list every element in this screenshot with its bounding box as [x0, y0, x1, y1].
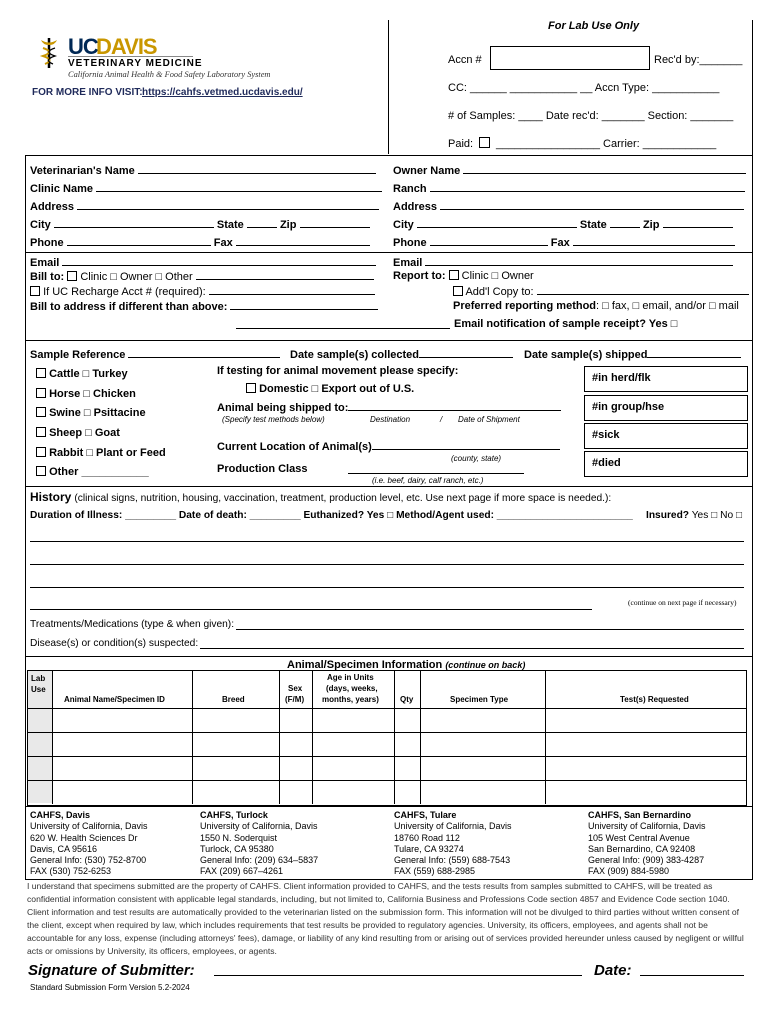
report-to-text: Report to:	[393, 270, 446, 282]
addl-copy-text: Add'l Copy to:	[465, 286, 534, 298]
owner-name-label	[393, 164, 746, 177]
bill-to-line[interactable]	[30, 270, 374, 283]
history-line-3[interactable]	[30, 587, 744, 588]
accn-field[interactable]	[490, 46, 650, 70]
col-4	[312, 670, 313, 804]
row-rule-1	[27, 708, 747, 709]
date-collected-text: Date sample(s) collected	[290, 349, 419, 361]
locations-rule-top	[25, 806, 753, 807]
bill-options: Clinic □ Owner □ Other	[80, 271, 193, 283]
location-sb-name: CAHFS, San Bernardino	[588, 810, 692, 820]
section-rule-top	[25, 155, 753, 156]
vet-address-label	[30, 200, 379, 213]
logo-divider	[68, 56, 193, 57]
domestic-export-text: Domestic □ Export out of U.S.	[259, 383, 415, 395]
hdr-specimen-type: Specimen Type	[450, 695, 509, 704]
logo-vetmed: VETERINARY MEDICINE	[68, 58, 203, 69]
signature-label: Signature of Submitter:	[28, 962, 195, 979]
insured-line[interactable]: Insured? Yes □ No □	[646, 510, 743, 521]
location-sb-l1: University of California, Davis	[588, 821, 706, 832]
diseases-underline[interactable]	[200, 648, 744, 649]
hdr-age-3: months, years)	[322, 695, 379, 704]
history-line-4[interactable]	[30, 609, 592, 610]
report-clinic-checkbox[interactable]	[449, 270, 459, 280]
owner-name-text: Owner Name	[393, 165, 461, 177]
species-horse-text: Horse □ Chicken	[49, 388, 136, 400]
paid-label: Paid:	[448, 138, 474, 150]
recd-by-label[interactable]: Rec'd by:_______	[654, 54, 743, 66]
owner-address-text: Address	[393, 201, 438, 213]
table-title-note: (continue on back)	[445, 660, 526, 670]
location-davis-l2: 620 W. Health Sciences Dr	[30, 832, 138, 843]
species-rabbit-text: Rabbit □ Plant or Feed	[49, 447, 166, 459]
vet-rule	[25, 252, 753, 253]
history-line-1[interactable]	[30, 541, 744, 542]
date-collected	[290, 348, 513, 361]
section-rule-2	[25, 340, 753, 341]
col-5	[394, 670, 395, 804]
species-cattle-text: Cattle □ Turkey	[49, 368, 128, 380]
vet-address-text: Address	[30, 201, 75, 213]
clinic-name-text: Clinic Name	[30, 183, 93, 195]
continue-note: (continue on next page if necessary)	[628, 598, 737, 607]
domestic-export[interactable]	[246, 383, 414, 395]
col-1	[52, 670, 53, 804]
frame-right	[752, 20, 753, 880]
current-location	[217, 440, 560, 453]
location-davis-l5: FAX (530) 752-6253	[30, 866, 112, 877]
location-sb-l2: 105 West Central Avenue	[588, 832, 690, 843]
owner-email-label	[393, 256, 733, 269]
pref-method-line[interactable]	[453, 300, 739, 312]
cc-accn-type[interactable]: CC: ______ ___________ __ Accn Type: ___________	[448, 82, 720, 94]
vet-state-text: State	[216, 219, 244, 231]
count-group-label: #in group/hse	[592, 401, 665, 413]
recharge-checkbox[interactable]	[30, 286, 40, 296]
owner-fax-text: Fax	[550, 237, 570, 249]
owner-phone-label	[393, 236, 735, 249]
form-version: Standard Submission Form Version 5.2-2024	[30, 983, 190, 992]
location-turlock-l4: General Info: (209) 634–5837	[200, 855, 319, 866]
hdr-qty: Qty	[400, 695, 414, 704]
date-shipment-label: Date of Shipment	[458, 415, 520, 424]
location-sb-l5: FAX (909) 884-5980	[588, 866, 670, 877]
species-other[interactable]	[36, 466, 149, 478]
date-line[interactable]	[640, 975, 744, 976]
location-turlock-l1: University of California, Davis	[200, 821, 318, 832]
location-tulare-l3: Tulare, CA 93274	[394, 843, 464, 854]
section-rule-4	[25, 656, 753, 657]
owner-email-text: Email	[393, 257, 423, 269]
ranch-text: Ranch	[393, 183, 427, 195]
location-davis-l4: General Info: (530) 752-8700	[30, 855, 147, 866]
location-davis-name: CAHFS, Davis	[30, 810, 91, 820]
vet-phone-label	[30, 236, 370, 249]
location-tulare-l5: FAX (559) 688-2985	[394, 866, 476, 877]
report-to-line[interactable]	[393, 270, 534, 282]
treatments-line[interactable]	[30, 619, 234, 630]
count-herd-label: #in herd/flk	[592, 372, 651, 384]
paid-checkbox[interactable]	[479, 137, 490, 150]
sample-reference-text: Sample Reference	[30, 349, 126, 361]
hdr-breed: Breed	[222, 695, 245, 704]
col-2	[192, 670, 193, 804]
hdr-lab-use-1: Lab	[31, 674, 46, 683]
count-died-label: #died	[592, 457, 621, 469]
history-heading	[30, 490, 611, 504]
bill-diff-text: Bill to address if different than above:	[30, 301, 228, 313]
report-options: Clinic □ Owner	[461, 270, 534, 282]
shipped-to	[217, 401, 561, 414]
location-davis	[30, 810, 148, 878]
date-label: Date:	[594, 962, 632, 979]
treatments-underline[interactable]	[236, 629, 744, 630]
location-tulare-name: CAHFS, Tulare	[394, 810, 457, 820]
vet-fax-text: Fax	[213, 237, 233, 249]
hdr-age-1: Age in Units	[327, 673, 374, 682]
species-horse[interactable]	[36, 388, 136, 400]
owner-address-label	[393, 200, 744, 213]
diseases-line[interactable]	[30, 638, 198, 649]
owner-zip-text: Zip	[642, 219, 660, 231]
species-sheep-text: Sheep □ Goat	[49, 427, 120, 439]
owner-city-text: City	[393, 219, 414, 231]
vet-name-text: Veterinarian's Name	[30, 165, 135, 177]
col-7	[545, 670, 546, 804]
location-tulare	[394, 810, 512, 878]
species-other-text: Other ___________	[49, 466, 149, 478]
destination-label: Destination	[370, 415, 411, 424]
production-class-line[interactable]	[348, 473, 524, 474]
bill-to-text: Bill to:	[30, 271, 65, 283]
signature-line[interactable]	[214, 975, 582, 976]
duration-line[interactable]: Duration of Illness: _________ Date of death: _________ Euthanized? Yes □ Method/Agent used: ________________________	[30, 510, 633, 521]
diseases-text: Disease(s) or condition(s) suspected:	[30, 638, 199, 649]
slash-label: /	[440, 415, 443, 424]
row-rule-2	[27, 732, 747, 733]
vet-name-label	[30, 164, 376, 177]
ranch-label	[393, 182, 745, 195]
species-swine[interactable]	[36, 407, 146, 419]
vet-email-label	[30, 256, 376, 269]
species-swine-text: Swine □ Psittacine	[49, 407, 146, 419]
vet-zip-text: Zip	[279, 219, 297, 231]
location-davis-l3: Davis, CA 95616	[30, 843, 98, 854]
specify-methods: (Specify test methods below)	[222, 415, 325, 424]
caduceus-icon	[37, 36, 61, 70]
hdr-tests-requested: Test(s) Requested	[620, 695, 689, 704]
bill-clinic-checkbox[interactable]	[67, 271, 77, 281]
ucdavis-logo	[37, 36, 61, 73]
pref-method-text: Preferred reporting method	[453, 300, 597, 312]
location-turlock-l3: Turlock, CA 95380	[200, 843, 274, 854]
history-label: History	[30, 490, 72, 504]
location-san-bernardino	[588, 810, 706, 878]
paid-carrier-line[interactable]: _________________ Carrier: ____________	[496, 138, 717, 150]
logo-davis: DAVIS	[96, 34, 157, 59]
history-line-2[interactable]	[30, 564, 744, 565]
production-eg: (i.e. beef, dairy, calf ranch, etc.)	[372, 476, 484, 485]
pref-method-options: : □ fax, □ email, and/or □ mail	[596, 300, 739, 312]
owner-state-text: State	[579, 219, 607, 231]
section-rule-3	[25, 486, 753, 487]
location-davis-l1: University of California, Davis	[30, 821, 148, 832]
date-shipped	[524, 348, 741, 361]
recharge-line[interactable]	[30, 285, 375, 298]
vet-city-label	[30, 218, 370, 231]
location-sb-l4: General Info: (909) 383-4287	[588, 855, 705, 866]
location-turlock	[200, 810, 318, 878]
logo-uc: UC	[68, 34, 98, 59]
lab-use-title: For Lab Use Only	[548, 20, 640, 32]
location-tulare-l4: General Info: (559) 688-7543	[394, 855, 511, 866]
location-turlock-l2: 1550 N. Soderquist	[200, 832, 278, 843]
bill-diff-line2[interactable]	[236, 328, 450, 329]
bill-diff-line[interactable]	[30, 300, 378, 313]
recharge-text: If UC Recharge Acct # (required):	[43, 286, 206, 298]
location-turlock-name: CAHFS, Turlock	[200, 810, 268, 820]
species-cattle[interactable]	[36, 368, 128, 380]
accn-label: Accn #	[448, 54, 482, 66]
location-tulare-l2: 18760 Road 112	[394, 832, 460, 843]
shipped-to-text: Animal being shipped to:	[217, 402, 349, 414]
info-label: FOR MORE INFO VISIT:	[32, 87, 143, 98]
hdr-animal-name: Animal Name/Specimen ID	[64, 695, 165, 704]
samples-line[interactable]: # of Samples: ____ Date rec'd: _______ Section: _______	[448, 110, 734, 122]
col-3	[279, 670, 280, 804]
vet-phone-text: Phone	[30, 237, 64, 249]
county-state-label: (county, state)	[451, 454, 502, 463]
legal-disclaimer: I understand that specimens submitted are the property of CAHFS. Client information provided to CAHFS, and the tests results from samples submitted to CAHFS, will be treated as confidential information consistent with applicable legal standards, including, but not limited to, California Business and Professions Code section 4857 and Evidence Code section 1040. Client information and test results are automatically provided to the veterinarian listed on the submission form. This information will not be divulged to third parties without written consent of the client, except when required by law, which includes requirements that test results be provided to regulatory agencies. University, its officers, employees, and agents shall not be accountable for any loss, expense (including attorneys' fees), damage, or liability of any kind resulting from or arising out of services provided hereunder unless caused by negligent or willful acts or omissions by University, its officers, employees, or agents.	[27, 881, 744, 956]
species-sheep[interactable]	[36, 427, 120, 439]
info-url[interactable]: https://cahfs.vetmed.ucdavis.edu/	[142, 87, 303, 98]
location-tulare-l1: University of California, Davis	[394, 821, 512, 832]
vet-city-text: City	[30, 219, 51, 231]
addl-copy-line[interactable]	[453, 285, 749, 298]
history-desc: (clinical signs, nutrition, housing, vaccination, treatment, production level, etc. Use next page if more space is needed.):	[74, 493, 612, 504]
logo-subtitle: California Animal Health & Food Safety Laboratory System	[68, 70, 271, 79]
owner-phone-text: Phone	[393, 237, 427, 249]
frame-left	[25, 155, 26, 880]
sample-reference	[30, 348, 280, 361]
movement-label: If testing for animal movement please specify:	[217, 365, 459, 377]
row-rule-3	[27, 756, 747, 757]
hdr-sex-2: (F/M)	[285, 695, 305, 704]
treatments-text: Treatments/Medications (type & when given):	[30, 619, 235, 630]
location-turlock-l5: FAX (209) 667–4261	[200, 866, 284, 877]
hdr-age-2: (days, weeks,	[326, 684, 378, 693]
current-location-text: Current Location of Animal(s)	[217, 441, 372, 453]
addl-copy-checkbox[interactable]	[453, 286, 463, 296]
species-rabbit[interactable]	[36, 447, 166, 459]
count-sick-label: #sick	[592, 429, 620, 441]
owner-city-label	[393, 218, 733, 231]
production-class: Production Class	[217, 463, 308, 475]
date-shipped-text: Date sample(s) shipped	[524, 349, 648, 361]
hdr-sex-1: Sex	[288, 684, 303, 693]
specimen-table	[27, 670, 747, 806]
table-title-text: Animal/Specimen Information	[287, 659, 443, 671]
hdr-lab-use-2: Use	[31, 685, 46, 694]
col-6	[420, 670, 421, 804]
location-sb-l3: San Bernardino, CA 92408	[588, 843, 696, 854]
email-notify-line[interactable]: Email notification of sample receipt? Yes □	[454, 318, 678, 330]
vet-email-text: Email	[30, 257, 60, 269]
row-rule-4	[27, 780, 747, 781]
clinic-name-label	[30, 182, 382, 195]
